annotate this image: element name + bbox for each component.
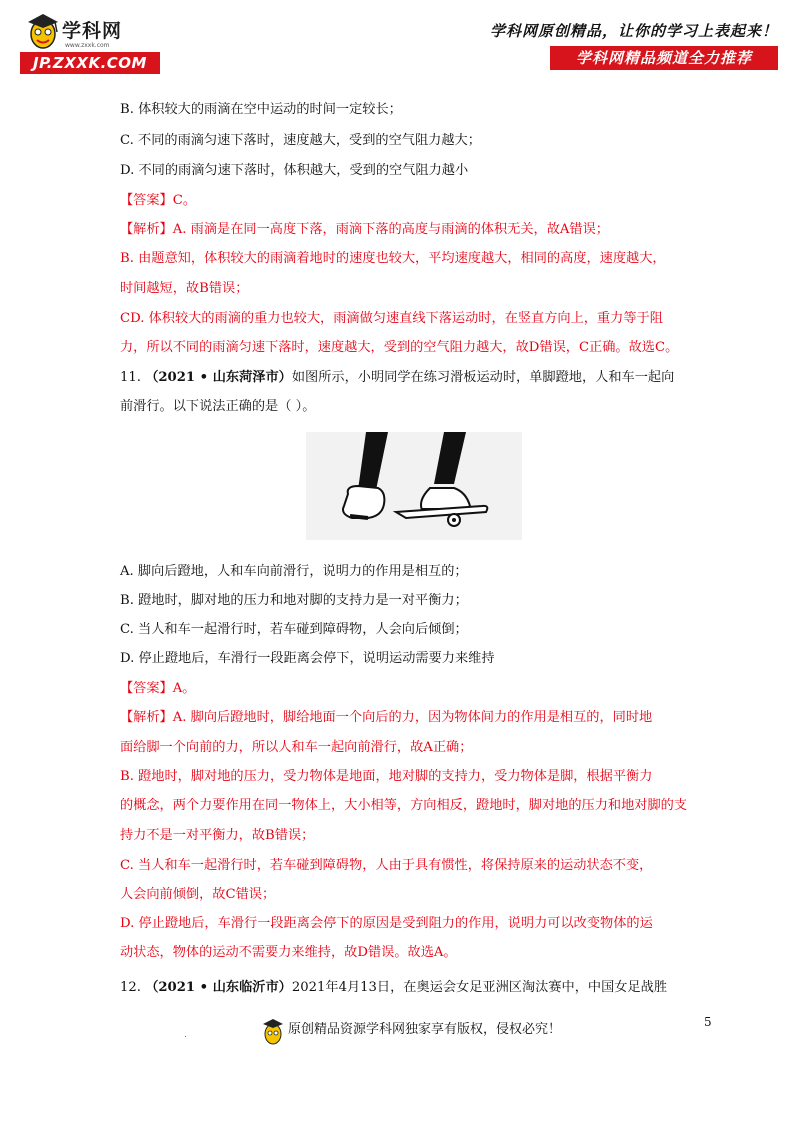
logo-text: 学科网 (62, 20, 123, 42)
q11-answer: 【答案】A。 (120, 681, 196, 696)
q10-explanation-1: 【解析】A. 雨滴是在同一高度下落，雨滴下落的高度与雨滴的体积无关，故A错误； (120, 222, 609, 237)
logo-url-small: www.zxxk.com (65, 42, 110, 49)
q11-number: 11. (120, 370, 141, 385)
q11-explanation-3: B. 蹬地时，脚对地的压力，受力物体是地面，地对脚的支持力，受力物体是脚，根据平衡力 (120, 769, 653, 784)
q10-answer: 【答案】C。 (120, 193, 197, 208)
q11-stem-1 (120, 366, 674, 385)
q10-option-b: B. 体积较大的雨滴在空中运动的时间一定较长； (120, 102, 402, 117)
q11-option-b: B. 蹬地时，脚对地的压力和地对脚的支持力是一对平衡力； (120, 593, 468, 608)
header-channel-banner: 学科网精品频道全力推荐 (550, 46, 778, 70)
q11-explanation-7: 人会向前倾倒，故C错误； (120, 887, 276, 902)
header-slogan: 学科网原创精品，让你的学习上表起来！ (489, 22, 778, 40)
q11-option-d: D. 停止蹬地后，车滑行一段距离会停下，说明运动需要力来维持 (120, 651, 495, 666)
q11-explanation-6: C. 当人和车一起滑行时，若车碰到障碍物，人由于具有惯性，将保持原来的运动状态不变， (120, 858, 653, 873)
q10-option-c: C. 不同的雨滴匀速下落时，速度越大，受到的空气阻力越大； (120, 133, 481, 148)
q11-explanation-5: 持力不是一对平衡力，故B错误； (120, 828, 315, 843)
q11-option-c: C. 当人和车一起滑行时，若车碰到障碍物，人会向后倾倒； (120, 622, 468, 637)
q11-explanation-1: 【解析】A. 脚向后蹬地时，脚给地面一个向后的力，因为物体间力的作用是相互的，同时地 (120, 710, 653, 725)
q11-explanation-2: 面给脚一个向前的力，所以人和车一起向前滑行，故A正确； (120, 740, 473, 755)
q12-number: 12. (120, 980, 141, 995)
q12-source: （2021 • 山东临沂市） (145, 980, 292, 995)
page-number: 5 (704, 1015, 712, 1029)
q10-explanation-2: B. 由题意知，体积较大的雨滴着地时的速度也较大，平均速度越大，相同的高度，速度越大， (120, 251, 666, 266)
q10-explanation-4: CD. 体积较大的雨滴的重力也较大，雨滴做匀速直线下落运动时，在竖直方向上，重力等于阻 (120, 311, 663, 326)
mascot-icon (262, 1016, 284, 1046)
q12-stem-1 (120, 976, 667, 995)
logo (20, 12, 160, 74)
footer-dot: . (184, 1030, 187, 1040)
logo-url: JP.ZXXK.COM (20, 52, 160, 74)
q11-explanation-8: D. 停止蹬地后，车滑行一段距离会停下的原因是受到阻力的作用，说明力可以改变物体的运 (120, 916, 653, 931)
q11-explanation-9: 动状态，物体的运动不需要力来维持，故D错误。故选A。 (120, 945, 457, 960)
skateboard-figure (306, 432, 522, 540)
q10-option-d: D. 不同的雨滴匀速下落时，体积越大，受到的空气阻力越小 (120, 163, 469, 178)
skateboard-illustration (306, 432, 522, 540)
mascot-icon (24, 12, 62, 52)
q10-explanation-5: 力，所以不同的雨滴匀速下落时，速度越大，受到的空气阻力越大，故D错误，C正确。故选C。 (120, 340, 679, 355)
q12-stem-text: 2021年4月13日，在奥运会女足亚洲区淘汰赛中，中国女足战胜 (291, 980, 668, 995)
q11-stem-text: 如图所示，小明同学在练习滑板运动时，单脚蹬地，人和车一起向 (291, 370, 675, 385)
q11-explanation-4: 的概念，两个力要作用在同一物体上，大小相等，方向相反，蹬地时，脚对地的压力和地对脚的支 (120, 798, 688, 813)
q11-stem-2: 前滑行。以下说法正确的是（ ）。 (120, 399, 316, 414)
q10-explanation-3: 时间越短，故B错误； (120, 281, 249, 296)
footer-copyright: 原创精品资源学科网独家享有版权，侵权必究！ (288, 1022, 562, 1037)
q11-source: （2021 • 山东菏泽市） (145, 370, 292, 385)
q11-option-a: A. 脚向后蹬地，人和车向前滑行，说明力的作用是相互的； (120, 564, 468, 579)
